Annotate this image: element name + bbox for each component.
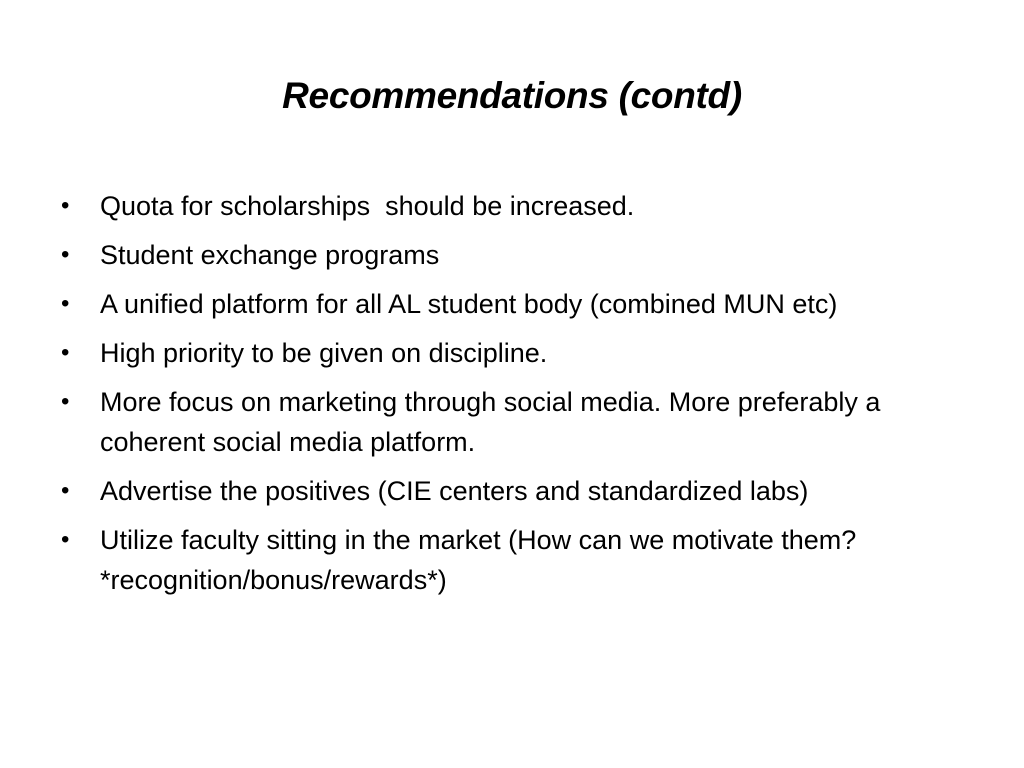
- bullet-item-student-exchange: [56, 235, 936, 275]
- bullet-item-unified-platform: [56, 284, 936, 324]
- bullet-item-scholarship-quota: [56, 186, 936, 226]
- bullet-item-discipline: [56, 333, 936, 373]
- bullet-item-advertise-positives: [56, 471, 936, 511]
- bullet-icon: •: [61, 339, 70, 366]
- bullet-icon: •: [61, 526, 70, 553]
- bullet-list: [56, 186, 936, 609]
- bullet-text: More focus on marketing through social media. More preferably a coherent social media platform.: [100, 387, 881, 457]
- slide-title: Recommendations (contd): [282, 75, 742, 116]
- bullet-text: A unified platform for all AL student body (combined MUN etc): [100, 289, 838, 319]
- bullet-icon: •: [61, 241, 70, 268]
- bullet-icon: •: [61, 477, 70, 504]
- bullet-text: Quota for scholarships should be increased.: [100, 191, 635, 221]
- bullet-icon: •: [61, 192, 70, 219]
- bullet-icon: •: [61, 388, 70, 415]
- bullet-item-social-media: [56, 382, 936, 462]
- bullet-text: Advertise the positives (CIE centers and standardized labs): [100, 476, 809, 506]
- bullet-item-utilize-faculty: [56, 520, 936, 600]
- bullet-icon: •: [61, 290, 70, 317]
- bullet-text: Utilize faculty sitting in the market (How can we motivate them? *recognition/bonus/rewards*): [100, 525, 857, 595]
- bullet-text: Student exchange programs: [100, 240, 440, 270]
- bullet-text: High priority to be given on discipline.: [100, 338, 548, 368]
